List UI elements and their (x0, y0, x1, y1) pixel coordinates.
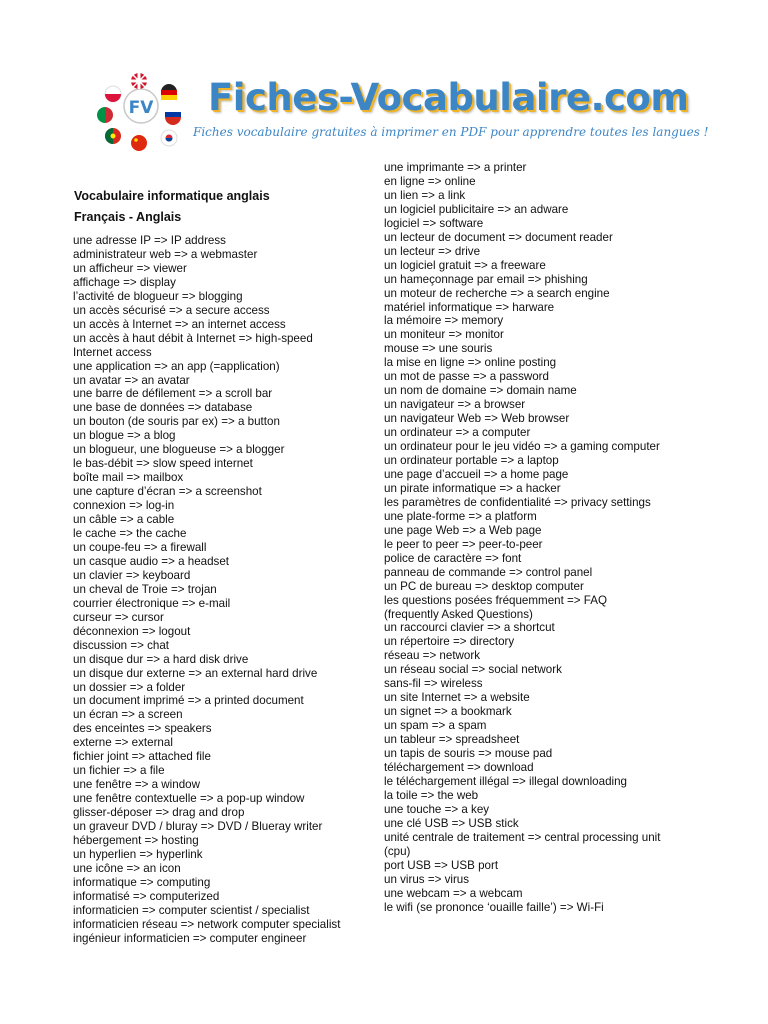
vocabulary-entry: des enceintes => speakers (73, 722, 212, 736)
vocabulary-entry: un accès sécurisé => a secure access (73, 303, 270, 317)
vocabulary-entry: une capture d’écran => a screenshot (73, 485, 262, 499)
vocabulary-entry: une fenêtre => a window (73, 778, 200, 792)
vocabulary-entry: informaticien => computer scientist / specialist (73, 903, 310, 917)
vocabulary-entry: une icône => an icon (73, 861, 181, 875)
vocabulary-entry: mouse => une souris (384, 342, 493, 356)
fv-badge: FV (128, 98, 154, 118)
vocabulary-entry: administrateur web => a webmaster (73, 247, 258, 261)
vocabulary-entry: une page d’accueil => a home page (384, 467, 569, 481)
vocabulary-entry: un document imprimé => a printed document (73, 694, 304, 708)
vocabulary-entry: informaticien réseau => network computer specialist (73, 917, 341, 931)
vocabulary-entry: la mémoire => memory (384, 314, 504, 328)
vocabulary-entry: une barre de défilement => a scroll bar (73, 387, 273, 401)
vocabulary-entry: les questions posées fréquemment => FAQ (384, 593, 607, 607)
vocabulary-entry: un casque audio => a headset (73, 554, 230, 568)
vocabulary-entry: un signet => a bookmark (384, 705, 512, 719)
vocabulary-entry: un disque dur externe => an external hard drive (73, 666, 318, 680)
vocabulary-entry: les paramètres de confidentialité => privacy settings (384, 495, 651, 509)
vocabulary-entry: un accès à Internet => an internet access (73, 317, 286, 331)
vocabulary-entry: boîte mail => mailbox (73, 471, 184, 485)
vocabulary-entry: un raccourci clavier => a shortcut (384, 621, 555, 635)
vocabulary-entry: un moniteur => monitor (384, 328, 504, 342)
vocabulary-entry: panneau de commande => control panel (384, 565, 593, 579)
vocabulary-entry: un cheval de Troie => trojan (73, 582, 217, 596)
vocabulary-entry: le bas-débit => slow speed internet (73, 457, 253, 471)
vocabulary-entry: la mise en ligne => online posting (384, 356, 557, 370)
vocabulary-entry: un ordinateur pour le jeu vidéo => a gaming computer (384, 440, 660, 454)
vocabulary-entry: un bouton (de souris par ex) => a button (73, 415, 280, 429)
vocabulary-entry: un câble => a cable (73, 513, 175, 527)
vocabulary-entry: police de caractère => font (384, 551, 522, 565)
vocabulary-entry: un navigateur Web => Web browser (384, 412, 570, 426)
vocabulary-entry: en ligne => online (384, 174, 476, 188)
vocabulary-entry: une imprimante => a printer (384, 161, 527, 174)
vocabulary-entry: un fichier => a file (73, 764, 165, 778)
vocabulary-entry: un lecteur => drive (384, 244, 481, 258)
vocabulary-entry: un écran => a screen (73, 708, 183, 722)
vocabulary-entry: une webcam => a webcam (384, 886, 523, 900)
vocabulary-entry: un site Internet => a website (384, 691, 530, 705)
vocabulary-entry: un pirate informatique => a hacker (384, 481, 561, 495)
vocabulary-entry: un hyperlien => hyperlink (73, 847, 203, 861)
site-tagline: Fiches vocabulaire gratuites à imprimer en PDF pour apprendre toutes les langues ! (193, 125, 709, 139)
vocabulary-entry: port USB => USB port (384, 858, 499, 872)
vocabulary-entry: une base de données => database (73, 401, 253, 415)
vocabulary-entry: une application => an app (=application) (73, 359, 280, 373)
vocabulary-entry: un mot de passe => a password (384, 370, 549, 384)
vocabulary-entry: une clé USB => USB stick (384, 816, 519, 830)
vocabulary-entry: affichage => display (73, 275, 176, 289)
vocabulary-entry: (frequently Asked Questions) (384, 607, 533, 621)
vocabulary-entry: un lien => a link (384, 188, 466, 202)
document-title: Vocabulaire informatique anglais (74, 189, 270, 203)
vocabulary-entry: le wifi (se prononce ‘ouaille faille’) => Wi-Fi (384, 900, 604, 914)
language-flags-icon (95, 70, 195, 160)
vocabulary-entry: un moteur de recherche => a search engine (384, 286, 610, 300)
vocabulary-entry: une plate-forme => a platform (384, 509, 537, 523)
vocabulary-entry: un dossier => a folder (73, 680, 186, 694)
vocabulary-entry: la toile => the web (384, 788, 479, 802)
vocabulary-entry: hébergement => hosting (73, 833, 199, 847)
vocabulary-entry: un graveur DVD / bluray => DVD / Blueray writer (73, 820, 323, 834)
vocabulary-entry: le peer to peer => peer-to-peer (384, 537, 543, 551)
vocabulary-entry: le cache => the cache (73, 527, 187, 541)
vocabulary-entry: déconnexion => logout (73, 624, 191, 638)
vocabulary-entry: un nom de domaine => domain name (384, 384, 577, 398)
vocabulary-list-right (384, 161, 704, 914)
vocabulary-entry: un répertoire => directory (384, 635, 515, 649)
document-subtitle: Français - Anglais (74, 210, 182, 224)
vocabulary-entry: un spam => a spam (384, 719, 487, 733)
vocabulary-entry: fichier joint => attached file (73, 750, 211, 764)
vocabulary-entry: téléchargement => download (384, 760, 534, 774)
vocabulary-entry: un logiciel gratuit => a freeware (384, 258, 546, 272)
vocabulary-entry: informatisé => computerized (73, 889, 220, 903)
vocabulary-entry: un blogue => a blog (73, 429, 176, 443)
vocabulary-entry: informatique => computing (73, 875, 211, 889)
vocabulary-entry: glisser-déposer => drag and drop (73, 806, 245, 820)
vocabulary-entry: l’activité de blogueur => blogging (73, 289, 243, 303)
site-name[interactable]: Fiches-Vocabulaire.com (208, 76, 689, 119)
vocabulary-entry: réseau => network (384, 649, 481, 663)
vocabulary-entry: matériel informatique => harware (384, 300, 555, 314)
vocabulary-entry: curseur => cursor (73, 610, 164, 624)
site-logo[interactable] (95, 70, 709, 160)
vocabulary-entry: ingénieur informaticien => computer engineer (73, 931, 307, 945)
vocabulary-entry: un tapis de souris => mouse pad (384, 747, 553, 761)
vocabulary-entry: un blogueur, une blogueuse => a blogger (73, 443, 285, 457)
vocabulary-entry: sans-fil => wireless (384, 677, 483, 691)
vocabulary-entry: un clavier => keyboard (73, 568, 191, 582)
vocabulary-entry: un hameçonnage par email => phishing (384, 272, 588, 286)
vocabulary-entry: unité centrale de traitement => central processing unit (384, 830, 661, 844)
vocabulary-entry: un logiciel publicitaire => an adware (384, 202, 569, 216)
vocabulary-list-left (73, 234, 378, 946)
vocabulary-entry: un virus => virus (384, 872, 470, 886)
vocabulary-entry: un navigateur => a browser (384, 398, 526, 412)
vocabulary-entry: un disque dur => a hard disk drive (73, 652, 249, 666)
vocabulary-entry: un lecteur de document => document reader (384, 230, 613, 244)
vocabulary-entry: une touche => a key (384, 802, 490, 816)
vocabulary-entry: discussion => chat (73, 638, 170, 652)
vocabulary-entry: un PC de bureau => desktop computer (384, 579, 584, 593)
vocabulary-entry: un coupe-feu => a firewall (73, 540, 207, 554)
vocabulary-entry: connexion => log-in (73, 499, 175, 513)
vocabulary-entry: une adresse IP => IP address (73, 234, 226, 247)
vocabulary-entry: Internet access (73, 345, 152, 359)
vocabulary-entry: courrier électronique => e-mail (73, 596, 231, 610)
vocabulary-entry: un avatar => an avatar (73, 373, 190, 387)
vocabulary-entry: un accès à haut débit à Internet => high-speed (73, 331, 313, 345)
vocabulary-entry: un ordinateur => a computer (384, 426, 531, 440)
vocabulary-entry: le téléchargement illégal => illegal downloading (384, 774, 627, 788)
vocabulary-entry: (cpu) (384, 844, 411, 858)
vocabulary-entry: logiciel => software (384, 216, 484, 230)
vocabulary-entry: un afficheur => viewer (73, 261, 187, 275)
vocabulary-entry: un ordinateur portable => a laptop (384, 454, 559, 468)
vocabulary-entry: externe => external (73, 736, 173, 750)
vocabulary-entry: une fenêtre contextuelle => a pop-up window (73, 792, 305, 806)
vocabulary-entry: une page Web => a Web page (384, 523, 542, 537)
vocabulary-entry: un réseau social => social network (384, 663, 562, 677)
vocabulary-entry: un tableur => spreadsheet (384, 733, 520, 747)
